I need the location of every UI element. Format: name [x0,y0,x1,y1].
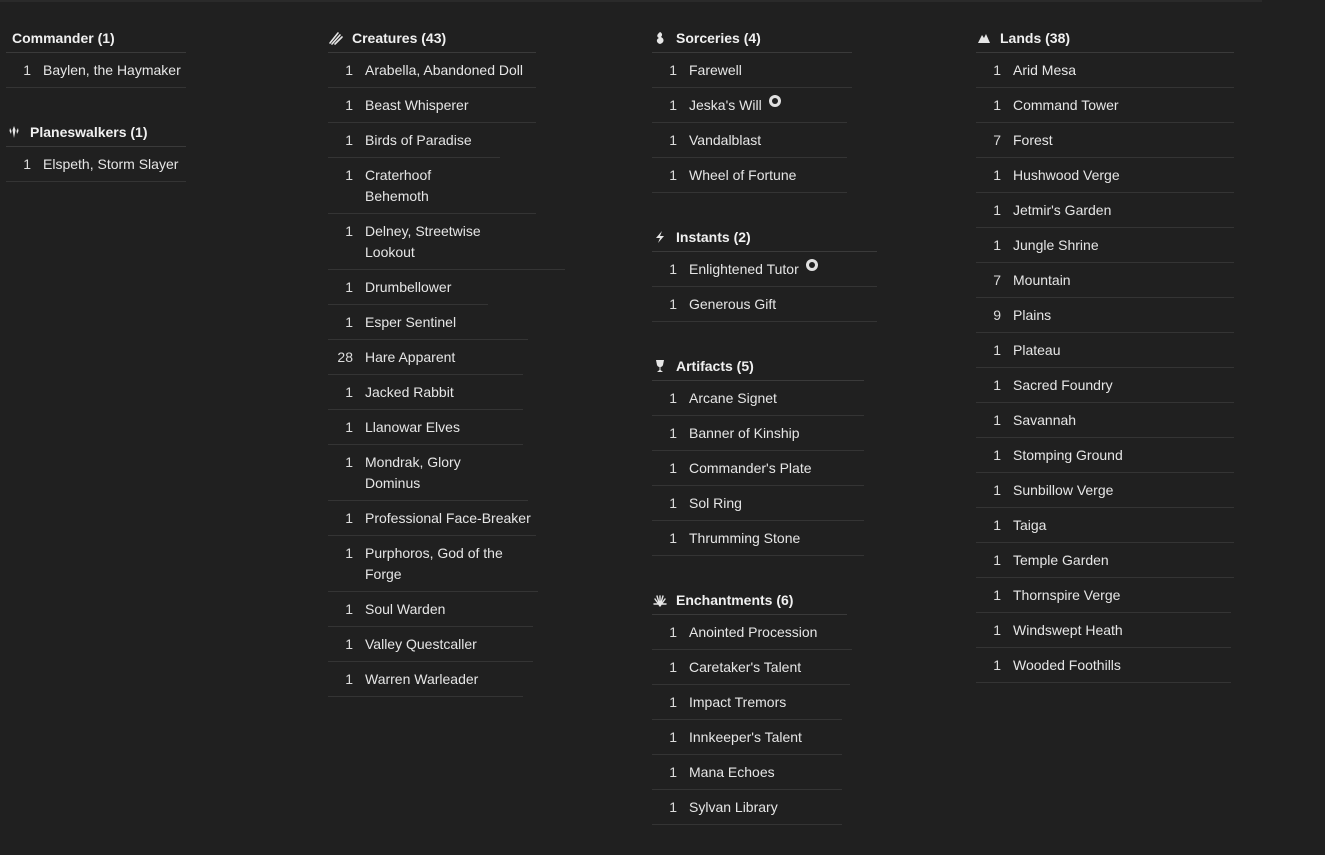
card-quantity: 1 [345,132,353,148]
enchantment-icon [652,592,668,608]
card-name[interactable]: Esper Sentinel [365,314,457,330]
section-artifacts [652,352,877,556]
card-row[interactable] [328,410,523,445]
column-3 [652,24,877,855]
section-creatures [328,24,568,697]
card-name[interactable]: Enlightened Tutor [689,261,799,277]
card-row[interactable] [328,158,536,214]
card-row[interactable] [652,615,852,650]
card-row[interactable] [652,720,842,755]
card-name[interactable]: Birds of Paradise [365,132,472,148]
card-name[interactable]: Mountain [1013,272,1071,288]
card-quantity: 1 [669,460,677,476]
card-quantity: 1 [993,587,1001,603]
card-row[interactable] [6,147,186,182]
card-name[interactable]: Farewell [689,62,742,78]
card-name[interactable]: Delney, Streetwise Lookout [365,223,481,260]
column-4 [976,24,1238,713]
card-name[interactable]: Mana Echoes [689,764,775,780]
card-quantity: 1 [345,167,353,183]
card-row[interactable] [976,578,1231,613]
card-quantity: 1 [993,482,1001,498]
card-name[interactable]: Elspeth, Storm Slayer [43,156,179,172]
card-quantity: 1 [669,296,677,312]
card-name[interactable]: Professional Face-Breaker [365,510,531,526]
card-name[interactable]: Arabella, Abandoned Doll [365,62,524,78]
card-row[interactable] [652,158,847,193]
card-row[interactable] [976,53,1234,88]
land-mountain-icon [976,30,992,46]
card-name[interactable]: Jacked Rabbit [365,384,454,400]
card-name[interactable]: Sol Ring [689,495,742,511]
card-name[interactable]: Impact Tremors [689,694,787,710]
card-quantity: 1 [669,729,677,745]
card-quantity: 7 [993,272,1001,288]
card-row[interactable] [976,88,1234,123]
card-name[interactable]: Taiga [1013,517,1047,533]
card-row[interactable] [328,305,528,340]
card-name[interactable]: Innkeeper's Talent [689,729,802,745]
card-quantity: 1 [669,624,677,640]
card-name[interactable]: Jungle Shrine [1013,237,1099,253]
card-quantity: 1 [993,167,1001,183]
card-name[interactable]: Caretaker's Talent [689,659,802,675]
card-name[interactable]: Thrumming Stone [689,530,801,546]
card-row[interactable] [976,648,1231,683]
card-row[interactable] [328,375,523,410]
card-quantity: 1 [669,425,677,441]
card-row[interactable] [328,592,533,627]
card-quantity: 1 [345,510,353,526]
card-quantity: 1 [993,622,1001,638]
card-name[interactable]: Command Tower [1013,97,1119,113]
card-quantity: 1 [669,62,677,78]
section-header-creatures [328,24,536,53]
card-quantity: 1 [669,799,677,815]
card-row[interactable] [652,685,842,720]
section-lands [976,24,1238,683]
card-row[interactable] [652,416,864,451]
card-row[interactable] [976,613,1231,648]
card-quantity: 1 [345,62,353,78]
card-name[interactable]: Hushwood Verge [1013,167,1120,183]
section-title: Creatures (43) [352,30,447,46]
card-row[interactable] [328,627,533,662]
card-name[interactable]: Savannah [1013,412,1077,428]
top-divider [0,0,1262,2]
card-row[interactable] [976,333,1234,368]
section-instants [652,223,877,322]
section-commander [6,24,186,88]
card-quantity: 1 [669,659,677,675]
card-name[interactable]: Windswept Heath [1013,622,1123,638]
section-title: Enchantments (6) [676,592,794,608]
card-quantity: 9 [993,307,1001,323]
card-name[interactable]: Plains [1013,307,1052,323]
card-quantity: 1 [345,279,353,295]
card-row[interactable] [976,543,1234,578]
card-row[interactable] [976,263,1234,298]
card-quantity: 1 [23,156,31,172]
card-name[interactable]: Arcane Signet [689,390,777,406]
card-name[interactable]: Baylen, the Haymaker [43,62,181,78]
card-quantity: 1 [669,167,677,183]
card-row[interactable] [976,158,1234,193]
card-quantity: 1 [345,384,353,400]
card-row[interactable] [652,790,842,825]
card-quantity: 1 [993,62,1001,78]
card-name[interactable]: Sylvan Library [689,799,778,815]
card-quantity: 1 [345,223,353,239]
section-planeswalkers [6,118,186,182]
card-row[interactable] [976,508,1234,543]
card-name[interactable]: Generous Gift [689,296,777,312]
card-quantity: 28 [337,349,353,365]
card-quantity: 1 [345,671,353,687]
sorcery-flame-icon [652,30,668,46]
card-name[interactable]: Stomping Ground [1013,447,1123,463]
section-enchantments [652,586,877,825]
section-header-enchantments [652,586,847,615]
card-quantity: 1 [23,62,31,78]
card-quantity: 1 [345,419,353,435]
card-name[interactable]: Arid Mesa [1013,62,1077,78]
card-row[interactable] [976,403,1234,438]
card-name[interactable]: Llanowar Elves [365,419,460,435]
card-quantity: 1 [345,454,353,470]
section-header-instants [652,223,877,252]
section-title: Sorceries (4) [676,30,761,46]
card-name[interactable]: Plateau [1013,342,1061,358]
card-quantity: 1 [669,390,677,406]
card-name[interactable]: Sacred Foundry [1013,377,1113,393]
card-name[interactable]: Vandalblast [689,132,762,148]
instant-bolt-icon [652,229,668,245]
section-header-planeswalkers [6,118,186,147]
card-quantity: 1 [993,552,1001,568]
card-name[interactable]: Mondrak, Glory Dominus [365,454,461,491]
card-name[interactable]: Beast Whisperer [365,97,469,113]
card-row[interactable] [652,381,864,416]
card-row[interactable] [976,368,1234,403]
card-name[interactable]: Wooded Foothills [1013,657,1121,673]
card-name[interactable]: Banner of Kinship [689,425,800,441]
card-name[interactable]: Valley Questcaller [365,636,477,652]
card-name[interactable]: Purphoros, God of the Forge [365,545,503,582]
card-quantity: 1 [993,202,1001,218]
card-quantity: 1 [669,132,677,148]
column-1 [6,24,186,212]
column-2 [328,24,568,727]
card-name[interactable]: Anointed Procession [689,624,818,640]
card-quantity: 1 [669,495,677,511]
card-quantity: 1 [345,636,353,652]
card-quantity: 1 [993,447,1001,463]
section-title: Commander (1) [12,30,115,46]
card-name[interactable]: Commander's Plate [689,460,812,476]
game-changer-icon [806,259,818,271]
card-quantity: 1 [345,97,353,113]
card-quantity: 1 [993,517,1001,533]
card-quantity: 1 [993,657,1001,673]
section-header-commander [6,24,186,53]
card-row[interactable] [328,445,528,501]
card-quantity: 1 [345,314,353,330]
card-quantity: 7 [993,132,1001,148]
card-name[interactable]: Craterhoof Behemoth [365,167,432,204]
section-header-artifacts [652,352,864,381]
section-sorceries [652,24,877,193]
card-name[interactable]: Forest [1013,132,1053,148]
card-row[interactable] [652,650,850,685]
card-row[interactable] [328,123,500,158]
card-quantity: 1 [993,342,1001,358]
card-name[interactable]: Sunbillow Verge [1013,482,1114,498]
card-row[interactable] [652,123,847,158]
card-quantity: 1 [993,97,1001,113]
card-row[interactable] [328,270,488,305]
card-quantity: 1 [669,97,677,113]
card-quantity: 1 [345,601,353,617]
card-row[interactable] [328,53,536,88]
card-name[interactable]: Thornspire Verge [1013,587,1121,603]
card-row[interactable] [976,123,1234,158]
game-changer-icon [769,95,781,107]
card-quantity: 1 [993,412,1001,428]
card-row[interactable] [976,193,1234,228]
card-quantity: 1 [993,237,1001,253]
card-quantity: 1 [669,530,677,546]
card-row[interactable] [328,501,536,536]
card-row[interactable] [652,521,864,556]
card-row[interactable] [6,53,186,88]
planeswalker-icon [6,124,22,140]
card-row[interactable] [328,340,523,375]
card-name[interactable]: Jetmir's Garden [1013,202,1112,218]
card-quantity: 1 [669,261,677,277]
card-name[interactable]: Wheel of Fortune [689,167,797,183]
card-row[interactable] [328,214,565,270]
card-row[interactable] [328,536,538,592]
artifact-chalice-icon [652,358,668,374]
card-row[interactable] [976,473,1234,508]
card-quantity: 1 [993,377,1001,393]
card-name[interactable]: Hare Apparent [365,349,456,365]
card-name[interactable]: Drumbellower [365,279,452,295]
card-name[interactable]: Jeska's Will [689,97,762,113]
card-row[interactable] [976,228,1234,263]
card-row[interactable] [976,298,1234,333]
card-quantity: 1 [345,545,353,561]
card-name[interactable]: Temple Garden [1013,552,1109,568]
card-name[interactable]: Warren Warleader [365,671,479,687]
card-row[interactable] [652,287,877,322]
section-title: Instants (2) [676,229,751,245]
section-title: Planeswalkers (1) [30,124,148,140]
card-quantity: 1 [669,694,677,710]
card-row[interactable] [328,662,523,697]
card-row[interactable] [652,252,877,287]
card-row[interactable] [328,88,536,123]
creature-claw-icon [328,30,344,46]
card-row[interactable] [652,88,847,123]
section-title: Artifacts (5) [676,358,754,374]
section-title: Lands (38) [1000,30,1071,46]
card-name[interactable]: Soul Warden [365,601,446,617]
card-row[interactable] [652,486,864,521]
card-row[interactable] [652,451,864,486]
section-header-sorceries [652,24,852,53]
card-row[interactable] [976,438,1234,473]
card-quantity: 1 [669,764,677,780]
card-row[interactable] [652,755,842,790]
section-header-lands [976,24,1234,53]
card-row[interactable] [652,53,852,88]
